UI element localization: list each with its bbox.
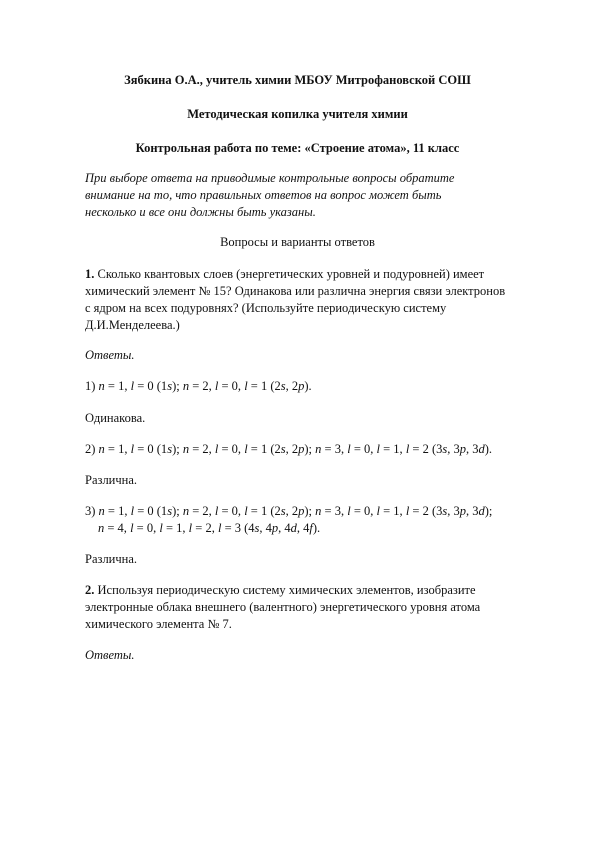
question-1-text: Сколько квантовых слоев (энергетических уровней и подуровней) имеет: [97, 267, 485, 281]
option-1-formula: 1) n = 1, l = 0 (1s); n = 2, l = 0, l = 1 (2s, 2p).: [85, 379, 312, 393]
option-3-formula-cont: n = 4, l = 0, l = 1, l = 2, l = 3 (4s, 4p, 4d, 4f).: [98, 521, 321, 535]
author-line: Зябкина О.А., учитель химии МБОУ Митрофановской СОШ: [124, 73, 471, 87]
question-2-line: электронные облака внешнего (валентного) энергетического уровня атома: [85, 600, 481, 614]
option-2-formula: 2) n = 1, l = 0 (1s); n = 2, l = 0, l = 1 (2s, 2p); n = 3, l = 0, l = 1, l = 2 (3s, 3p, 3d).: [85, 442, 493, 456]
question-2-number: 2.: [85, 583, 95, 597]
instruction-line: несколько и все они должны быть указаны.: [85, 205, 316, 219]
option-3-answer: Различна.: [85, 552, 138, 566]
option-2-answer: Различна.: [85, 473, 138, 487]
option-2-number: 2): [85, 442, 96, 456]
answers-label: Ответы.: [85, 648, 135, 662]
test-title: Контрольная работа по теме: «Строение атома», 11 класс: [135, 141, 460, 155]
option-1-number: 1): [85, 379, 96, 393]
question-1-line: с ядром на всех подуровнях? (Используйте периодическую систему: [85, 301, 447, 315]
question-2-line: химического элемента № 7.: [85, 617, 232, 631]
option-1-answer: Одинакова.: [85, 411, 146, 425]
question-1-line: Д.И.Менделеева.): [85, 318, 180, 332]
option-3-number: 3): [85, 504, 96, 518]
question-1-line: химический элемент № 15? Одинакова или различна энергия связи электронов: [85, 284, 506, 298]
question-2-text: Используя периодическую систему химических элементов, изобразите: [97, 583, 476, 597]
subtitle: Методическая копилка учителя химии: [187, 107, 408, 121]
instruction-line: При выборе ответа на приводимые контрольные вопросы обратите: [85, 171, 455, 185]
option-3-formula: 3) n = 1, l = 0 (1s); n = 2, l = 0, l = 1 (2s, 2p); n = 3, l = 0, l = 1, l = 2 (3s, 3p, 3d);: [85, 504, 493, 518]
section-title: Вопросы и варианты ответов: [220, 235, 375, 249]
answers-label: Ответы.: [85, 348, 135, 362]
instruction-line: внимание на то, что правильных ответов на вопрос может быть: [85, 188, 442, 202]
question-2-line: [85, 582, 476, 599]
question-1-number: 1.: [85, 267, 95, 281]
question-1-line: [85, 266, 484, 283]
